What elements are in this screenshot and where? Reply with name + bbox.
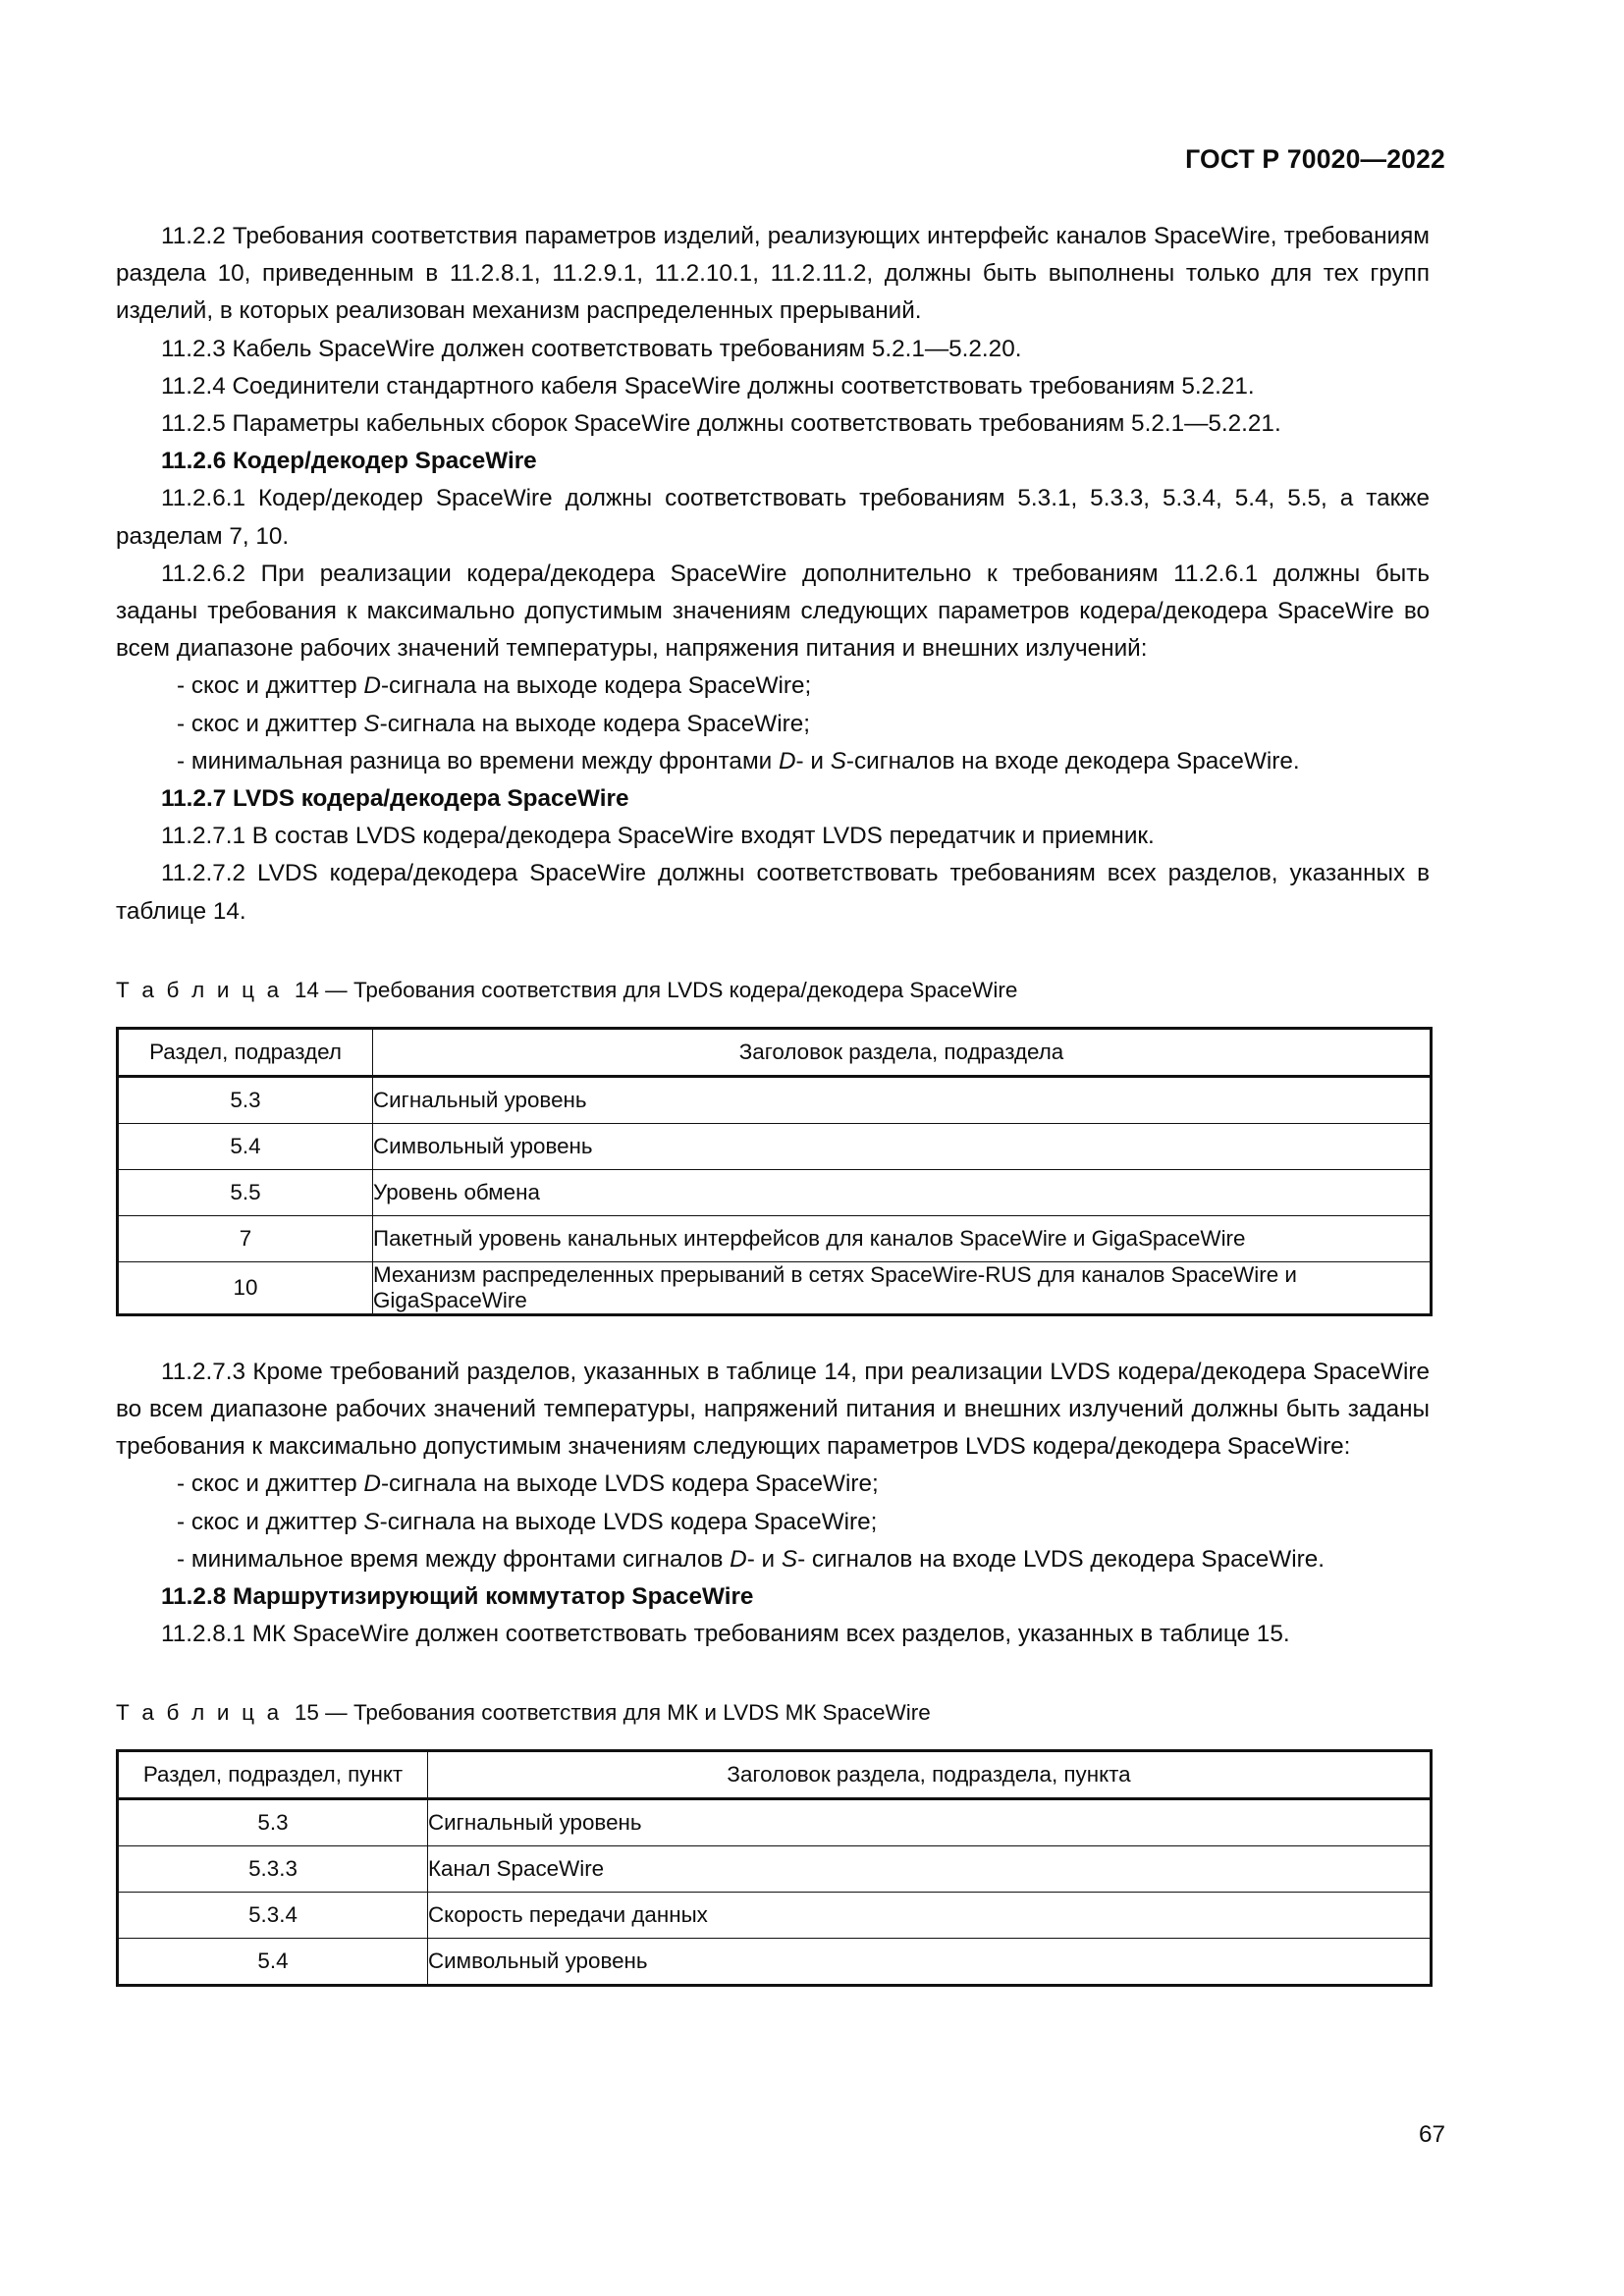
bullet-text-mid: -сигнала на выходе кодера SpaceWire; (380, 672, 812, 700)
paragraph-11-2-7-1: 11.2.7.1 В состав LVDS кодера/декодера SpaceWire входят LVDS передатчик и приемник. (161, 823, 1155, 850)
cell-section: 5.4 (118, 1123, 373, 1169)
dash-marker: - (177, 1470, 186, 1498)
table-caption-number: 15 (294, 1700, 319, 1726)
paragraph-11-2-7-2: 11.2.7.2 LVDS кодера/декодера SpaceWire должны соответствовать требованиям всех разделов, указанных в таблице 14. (116, 860, 1430, 925)
bullet-list-coder-params (116, 667, 1430, 780)
table-row (118, 1123, 1432, 1169)
signal-symbol-d: D (778, 747, 796, 774)
page-number: 67 (1418, 2121, 1445, 2148)
table-row (118, 1215, 1432, 1261)
paragraph-11-2-7-3: 11.2.7.3 Кроме требований разделов, указанных в таблице 14, при реализации LVDS кодера/декодера SpaceWire во всем диапазоне рабочих значений температуры, напряжений питания и внешних излучений должны быть заданы требования к максимально допустимым значениям следующих параметров LVDS кодера/декодера SpaceWire: (116, 1358, 1430, 1461)
dash-marker: - (177, 672, 186, 700)
cell-section: 5.3.4 (118, 1893, 428, 1939)
table-15-caption (116, 1696, 1430, 1730)
cell-title: Уровень обмена (373, 1169, 1432, 1215)
paragraph-11-2-6-1: 11.2.6.1 Кодер/декодер SpaceWire должны соответствовать требованиям 5.3.1, 5.3.3, 5.3.4, 5.4, 5.5, а также разделам 7, 10. (116, 485, 1430, 550)
bullet-text-mid: -сигнала на выходе LVDS кодера SpaceWire; (379, 1508, 878, 1535)
document-body (116, 218, 1430, 1987)
dash-marker: - (177, 1545, 186, 1573)
cell-section: 7 (118, 1215, 373, 1261)
bullet-text-mid: - и (795, 747, 831, 774)
column-header-title: Заголовок раздела, подраздела, пункта (428, 1751, 1432, 1799)
table-row (118, 1846, 1432, 1893)
paragraph-11-2-5: 11.2.5 Параметры кабельных сборок SpaceWire должны соответствовать требованиям 5.2.1—5.2.21. (161, 410, 1281, 438)
table-caption-label: Т а б л и ц а (116, 1700, 283, 1726)
signal-symbol-s: S (830, 747, 846, 774)
list-item (116, 1504, 1430, 1541)
list-item (116, 743, 1430, 780)
table-15 (116, 1749, 1433, 1987)
bullet-text-mid: -сигнала на выходе LVDS кодера SpaceWire; (380, 1470, 879, 1498)
dash-marker: - (177, 747, 186, 774)
list-item (116, 1541, 1430, 1578)
bullet-list-lvds-params (116, 1466, 1430, 1578)
table-caption-text: Требования соответствия для МК и LVDS МК SpaceWire (352, 1700, 931, 1726)
table-14 (116, 1027, 1433, 1316)
cell-title: Символьный уровень (428, 1939, 1432, 1986)
list-item (116, 667, 1430, 705)
signal-symbol-d: D (730, 1545, 747, 1573)
table-header-row (118, 1751, 1432, 1799)
cell-title: Скорость передачи данных (428, 1893, 1432, 1939)
cell-title: Сигнальный уровень (428, 1799, 1432, 1846)
column-header-title: Заголовок раздела, подраздела (373, 1028, 1432, 1076)
table-row (118, 1893, 1432, 1939)
cell-section: 5.5 (118, 1169, 373, 1215)
table-caption-dash: — (325, 977, 348, 1002)
table-row (118, 1939, 1432, 1986)
cell-title: Сигнальный уровень (373, 1076, 1432, 1123)
paragraph-11-2-6-2: 11.2.6.2 При реализации кодера/декодера SpaceWire дополнительно к требованиям 11.2.6.1 должны быть заданы требования к максимально допустимым значениям следующих параметров кодера/декодера SpaceWire во всем диапазоне рабочих значений температуры, напряжения питания и внешних излучений: (116, 560, 1430, 663)
cell-section: 5.3 (118, 1076, 373, 1123)
column-header-section: Раздел, подраздел (118, 1028, 373, 1076)
table-row (118, 1169, 1432, 1215)
cell-title: Пакетный уровень канальных интерфейсов для каналов SpaceWire и GigaSpaceWire (373, 1215, 1432, 1261)
cell-section: 5.4 (118, 1939, 428, 1986)
dash-marker: - (177, 1508, 186, 1535)
table-caption-text: Требования соответствия для LVDS кодера/декодера SpaceWire (352, 977, 1018, 1002)
signal-symbol-d: D (363, 1470, 381, 1498)
bullet-text-post: - сигналов на входе LVDS декодера SpaceWire. (797, 1545, 1325, 1573)
paragraph-11-2-2: 11.2.2 Требования соответствия параметров изделий, реализующих интерфейс каналов SpaceWire, требованиям раздела 10, приведенным в 11.2.8.1, 11.2.9.1, 11.2.10.1, 11.2.11.2, должны быть выполнены только для тех групп изделий, в которых реализован механизм распределенных прерываний. (116, 223, 1430, 325)
table-14-caption (116, 974, 1430, 1007)
table-caption-dash: — (325, 1700, 348, 1726)
paragraph-11-2-3: 11.2.3 Кабель SpaceWire должен соответствовать требованиям 5.2.1—5.2.20. (161, 335, 1022, 362)
table-row (118, 1076, 1432, 1123)
bullet-text-pre: минимальная разница во времени между фронтами (190, 747, 779, 774)
cell-title: Символьный уровень (373, 1123, 1432, 1169)
page-header-standard-title: ГОСТ Р 70020—2022 (1185, 144, 1445, 174)
list-item (116, 706, 1430, 743)
dash-marker: - (177, 710, 186, 737)
bullet-text-pre: скос и джиттер (190, 672, 364, 700)
signal-symbol-s: S (781, 1545, 798, 1573)
bullet-text-mid: -сигнала на выходе кодера SpaceWire; (379, 710, 810, 737)
column-header-section: Раздел, подраздел, пункт (118, 1751, 428, 1799)
paragraph-11-2-4: 11.2.4 Соединители стандартного кабеля SpaceWire должны соответствовать требованиям 5.2.21. (161, 372, 1255, 400)
bullet-text-mid: - и (746, 1545, 782, 1573)
cell-section: 5.3.3 (118, 1846, 428, 1893)
bullet-text-pre: скос и джиттер (190, 1508, 364, 1535)
table-row (118, 1799, 1432, 1846)
signal-symbol-s: S (363, 710, 380, 737)
bullet-text-pre: скос и джиттер (190, 710, 364, 737)
heading-11-2-8: 11.2.8 Маршрутизирующий коммутатор SpaceWire (161, 1583, 754, 1611)
signal-symbol-s: S (363, 1508, 380, 1535)
list-item (116, 1466, 1430, 1503)
table-caption-label: Т а б л и ц а (116, 977, 283, 1002)
cell-title: Механизм распределенных прерываний в сетях SpaceWire-RUS для каналов SpaceWire и GigaSpaceWire (373, 1261, 1432, 1314)
table-header-row (118, 1028, 1432, 1076)
table-caption-number: 14 (294, 977, 319, 1002)
bullet-text-pre: скос и джиттер (190, 1470, 364, 1498)
cell-section: 5.3 (118, 1799, 428, 1846)
signal-symbol-d: D (363, 672, 381, 700)
bullet-text-pre: минимальное время между фронтами сигналов (190, 1545, 731, 1573)
cell-title: Канал SpaceWire (428, 1846, 1432, 1893)
cell-section: 10 (118, 1261, 373, 1314)
paragraph-11-2-8-1: 11.2.8.1 МК SpaceWire должен соответствовать требованиям всех разделов, указанных в таблице 15. (161, 1621, 1290, 1648)
table-row (118, 1261, 1432, 1314)
bullet-text-post: -сигналов на входе декодера SpaceWire. (845, 747, 1300, 774)
heading-11-2-6: 11.2.6 Кодер/декодер SpaceWire (161, 448, 537, 475)
heading-11-2-7: 11.2.7 LVDS кодера/декодера SpaceWire (161, 785, 629, 813)
